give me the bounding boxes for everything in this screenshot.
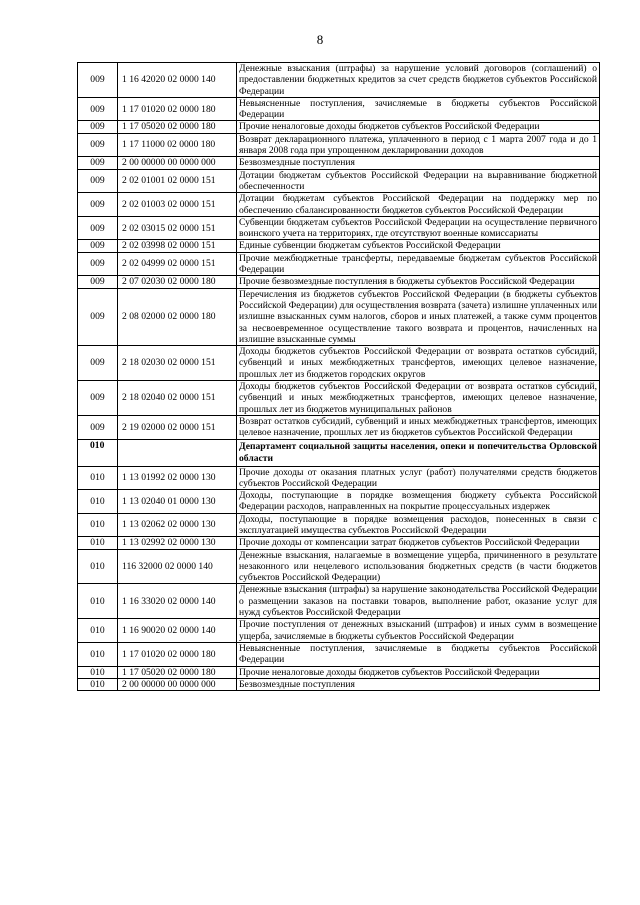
revenue-code-cell: 1 16 33020 02 0000 140 xyxy=(118,584,237,619)
revenue-code-cell: 2 08 02000 02 0000 180 xyxy=(118,288,237,345)
revenue-name-cell: Прочие доходы от оказания платных услуг (работ) получателями средств бюджетов субъектов Российской Федерации xyxy=(237,466,600,490)
table-row xyxy=(78,288,600,345)
revenue-name-cell: Прочие доходы от компенсации затрат бюджетов субъектов Российской Федерации xyxy=(237,537,600,549)
admin-code-cell: 009 xyxy=(78,288,118,345)
admin-code-cell: 010 xyxy=(78,537,118,549)
admin-code-cell: 010 xyxy=(78,666,118,678)
revenue-code-cell: 1 13 02992 02 0000 130 xyxy=(118,537,237,549)
table-row xyxy=(78,466,600,490)
revenue-code-cell: 1 17 05020 02 0000 180 xyxy=(118,666,237,678)
revenue-code-cell: 1 13 02040 01 0000 130 xyxy=(118,490,237,514)
admin-code-cell: 009 xyxy=(78,252,118,276)
revenue-name-cell: Денежные взыскания, налагаемые в возмещение ущерба, причиненного в результате незаконного или нецелевого использования бюджетных средств (в части бюджетов субъектов Российской Федерации) xyxy=(237,549,600,584)
revenue-code-cell: 1 17 01020 02 0000 180 xyxy=(118,97,237,121)
table-row xyxy=(78,157,600,169)
revenue-code-cell: 2 00 00000 00 0000 000 xyxy=(118,678,237,690)
admin-code-cell: 009 xyxy=(78,381,118,416)
revenue-name-cell: Денежные взыскания (штрафы) за нарушение законодательства Российской Федерации о размещении заказов на поставки товаров, выполнение работ, оказание услуг для нужд субъектов Российской Федерации xyxy=(237,584,600,619)
admin-code-cell: 009 xyxy=(78,193,118,217)
revenue-code-cell: 1 13 02062 02 0000 130 xyxy=(118,513,237,537)
table-row xyxy=(78,678,600,690)
table-row xyxy=(78,169,600,193)
revenue-name-cell: Прочие межбюджетные трансферты, передаваемые бюджетам субъектов Российской Федерации xyxy=(237,252,600,276)
table-row xyxy=(78,537,600,549)
admin-code-cell: 009 xyxy=(78,157,118,169)
revenue-code-cell: 2 00 00000 00 0000 000 xyxy=(118,157,237,169)
admin-code-cell: 009 xyxy=(78,415,118,439)
revenue-code-cell: 2 18 02030 02 0000 151 xyxy=(118,346,237,381)
revenue-name-cell: Департамент социальной защиты населения, опеки и попечительства Орловской области xyxy=(237,439,600,466)
revenue-name-cell: Дотации бюджетам субъектов Российской Федерации на поддержку мер по обеспечению сбалансированности бюджетов субъектов Российской Федерации xyxy=(237,193,600,217)
admin-code-cell: 009 xyxy=(78,240,118,252)
table-row xyxy=(78,513,600,537)
table-row xyxy=(78,276,600,288)
revenue-name-cell: Возврат декларационного платежа, уплаченного в период с 1 марта 2007 года и до 1 января 2008 года при упрощенном декларировании доходов xyxy=(237,133,600,157)
table-body xyxy=(78,63,600,691)
revenue-name-cell: Прочие неналоговые доходы бюджетов субъектов Российской Федерации xyxy=(237,666,600,678)
revenue-code-cell: 2 02 01003 02 0000 151 xyxy=(118,193,237,217)
admin-code-cell: 009 xyxy=(78,216,118,240)
revenue-name-cell: Доходы бюджетов субъектов Российской Федерации от возврата остатков субсидий, субвенций и иных межбюджетных трансфертов, имеющих целевое назначение, прошлых лет из бюджетов муниципальных районов xyxy=(237,381,600,416)
table-row xyxy=(78,584,600,619)
revenue-code-cell: 2 02 03015 02 0000 151 xyxy=(118,216,237,240)
section-heading-row xyxy=(78,439,600,466)
revenue-name-cell: Возврат остатков субсидий, субвенций и иных межбюджетных трансфертов, имеющих целевое назначение, прошлых лет из бюджетов субъектов Российской Федерации xyxy=(237,415,600,439)
admin-code-cell: 010 xyxy=(78,513,118,537)
revenue-code-cell xyxy=(118,439,237,466)
revenue-code-cell: 1 17 11000 02 0000 180 xyxy=(118,133,237,157)
table-row xyxy=(78,666,600,678)
revenue-name-cell: Дотации бюджетам субъектов Российской Федерации на выравнивание бюджетной обеспеченности xyxy=(237,169,600,193)
admin-code-cell: 010 xyxy=(78,584,118,619)
revenue-name-cell: Доходы, поступающие в порядке возмещения расходов, понесенных в связи с эксплуатацией имущества субъектов Российской Федерации xyxy=(237,513,600,537)
revenue-name-cell: Невыясненные поступления, зачисляемые в бюджеты субъектов Российской Федерации xyxy=(237,97,600,121)
revenue-code-cell: 2 19 02000 02 0000 151 xyxy=(118,415,237,439)
revenue-code-cell: 1 13 01992 02 0000 130 xyxy=(118,466,237,490)
admin-code-cell: 010 xyxy=(78,466,118,490)
table-row xyxy=(78,549,600,584)
admin-code-cell: 009 xyxy=(78,169,118,193)
revenue-name-cell: Прочие неналоговые доходы бюджетов субъектов Российской Федерации xyxy=(237,121,600,133)
revenue-name-cell: Перечисления из бюджетов субъектов Российской Федерации (в бюджеты субъектов Российской Федерации) для осуществления возврата (зачета) излишне уплаченных или излишне взысканных сумм налогов, сборов и иных платежей, а также сумм процентов за несвоевременное осуществление такого возврата и процентов, начисленных на излишне взысканные суммы xyxy=(237,288,600,345)
revenue-name-cell: Прочие поступления от денежных взысканий (штрафов) и иных сумм в возмещение ущерба, зачисляемые в бюджеты субъектов Российской Федерации xyxy=(237,619,600,643)
admin-code-cell: 009 xyxy=(78,121,118,133)
revenue-code-cell: 2 02 01001 02 0000 151 xyxy=(118,169,237,193)
revenue-code-cell: 1 17 05020 02 0000 180 xyxy=(118,121,237,133)
revenue-code-cell: 2 18 02040 02 0000 151 xyxy=(118,381,237,416)
admin-code-cell: 009 xyxy=(78,346,118,381)
revenue-name-cell: Единые субвенции бюджетам субъектов Российской Федерации xyxy=(237,240,600,252)
table-row xyxy=(78,193,600,217)
table-row xyxy=(78,619,600,643)
revenue-name-cell: Субвенции бюджетам субъектов Российской Федерации на осуществление первичного воинского учета на территориях, где отсутствуют военные комиссариаты xyxy=(237,216,600,240)
revenue-code-cell: 1 17 01020 02 0000 180 xyxy=(118,642,237,666)
revenue-code-cell: 2 07 02030 02 0000 180 xyxy=(118,276,237,288)
admin-code-cell: 010 xyxy=(78,490,118,514)
revenue-code-cell: 2 02 03998 02 0000 151 xyxy=(118,240,237,252)
revenue-code-cell: 116 32000 02 0000 140 xyxy=(118,549,237,584)
revenue-name-cell: Безвозмездные поступления xyxy=(237,157,600,169)
revenue-name-cell: Доходы, поступающие в порядке возмещения бюджету субъекта Российской Федерации расходов, направленных на покрытие процессуальных издержек xyxy=(237,490,600,514)
revenue-code-cell: 1 16 42020 02 0000 140 xyxy=(118,63,237,98)
revenue-name-cell: Невыясненные поступления, зачисляемые в бюджеты субъектов Российской Федерации xyxy=(237,642,600,666)
revenue-name-cell: Прочие безвозмездные поступления в бюджеты субъектов Российской Федерации xyxy=(237,276,600,288)
admin-code-cell: 009 xyxy=(78,276,118,288)
admin-code-cell: 010 xyxy=(78,439,118,466)
table-row xyxy=(78,642,600,666)
admin-code-cell: 010 xyxy=(78,619,118,643)
page-number: 8 xyxy=(316,32,324,47)
table-row xyxy=(78,240,600,252)
admin-code-cell: 010 xyxy=(78,678,118,690)
table-row xyxy=(78,133,600,157)
revenue-name-cell: Доходы бюджетов субъектов Российской Федерации от возврата остатков субсидий, субвенций и иных межбюджетных трансфертов, имеющих целевое назначение, прошлых лет из бюджетов городских округов xyxy=(237,346,600,381)
table-row xyxy=(78,415,600,439)
revenue-name-cell: Безвозмездные поступления xyxy=(237,678,600,690)
table-row xyxy=(78,63,600,98)
admin-code-cell: 010 xyxy=(78,642,118,666)
revenue-code-cell: 2 02 04999 02 0000 151 xyxy=(118,252,237,276)
table-row xyxy=(78,97,600,121)
table-row xyxy=(78,252,600,276)
revenue-name-cell: Денежные взыскания (штрафы) за нарушение условий договоров (соглашений) о предоставлении бюджетных кредитов за счет средств бюджетов субъектов Российской Федерации xyxy=(237,63,600,98)
admin-code-cell: 009 xyxy=(78,97,118,121)
admin-code-cell: 009 xyxy=(78,133,118,157)
admin-code-cell: 010 xyxy=(78,549,118,584)
table-row xyxy=(78,381,600,416)
revenue-code-cell: 1 16 90020 02 0000 140 xyxy=(118,619,237,643)
admin-code-cell: 009 xyxy=(78,63,118,98)
revenue-codes-table xyxy=(77,62,600,691)
table-row xyxy=(78,216,600,240)
table-row xyxy=(78,121,600,133)
table-row xyxy=(78,346,600,381)
table-row xyxy=(78,490,600,514)
